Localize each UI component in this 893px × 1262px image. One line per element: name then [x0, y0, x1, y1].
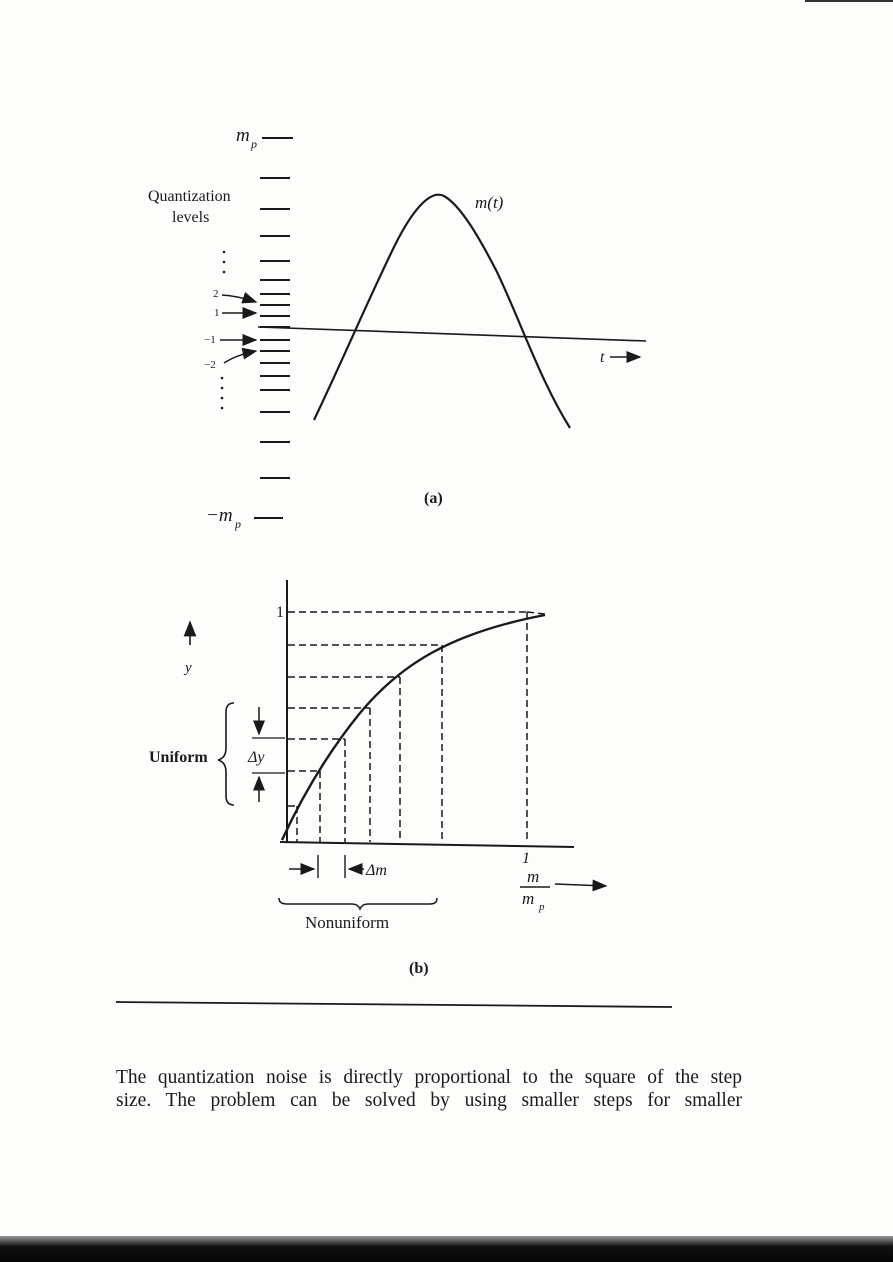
mp-top-sub: p	[251, 137, 257, 151]
paragraph-line-2: size. The problem can be solved by using smaller steps for smaller	[116, 1090, 742, 1111]
y-axis-label: y	[185, 660, 192, 676]
grid-h-top-end	[527, 612, 545, 614]
nonuniform-brace	[279, 898, 437, 909]
mp-bottom-sub: p	[235, 517, 241, 531]
uniform-label: Uniform	[149, 749, 208, 766]
delta-y-label: Δy	[248, 749, 265, 766]
nonuniform-label: Nonuniform	[305, 913, 390, 932]
x-label-denominator: m	[522, 889, 535, 908]
quantization-label-2: levels	[172, 209, 210, 226]
level-marker-neg1: −1	[204, 334, 216, 346]
uniform-brace	[218, 703, 234, 805]
scan-bottom-border	[0, 1236, 893, 1262]
figure-b	[149, 580, 606, 977]
mp-top-label: m	[236, 125, 250, 146]
caption-a: (a)	[424, 490, 443, 507]
section-rule	[116, 1002, 672, 1007]
signal-label: m(t)	[475, 193, 504, 212]
caption-b: (b)	[409, 960, 429, 977]
x-label-arrow	[555, 884, 606, 886]
level-arrow-2	[222, 295, 256, 302]
quantization-label-1: Quantization	[148, 188, 231, 205]
level-arrow-neg2	[224, 351, 256, 363]
x-label-denominator-sub: p	[539, 901, 545, 913]
mp-bottom-label: −m	[206, 505, 233, 526]
level-marker-neg2: −2	[204, 359, 216, 371]
compression-curve	[282, 615, 545, 840]
dashed-grid	[288, 612, 545, 842]
body-paragraph	[116, 1066, 742, 1112]
time-axis	[258, 327, 646, 341]
x-axis	[280, 842, 574, 847]
x-label-numerator: m	[527, 867, 540, 886]
signal-curve	[314, 195, 570, 428]
level-dots	[221, 251, 226, 410]
level-marker-2: 2	[213, 288, 219, 300]
paragraph-line-1: The quantization noise is directly proportional to the square of the step	[116, 1067, 742, 1088]
level-marker-1: 1	[214, 307, 220, 319]
x-one-label: 1	[522, 850, 530, 867]
time-label: t	[600, 349, 605, 366]
figure-a	[148, 125, 646, 531]
y-one-label: 1	[276, 604, 284, 621]
delta-m-label: Δm	[366, 862, 387, 879]
